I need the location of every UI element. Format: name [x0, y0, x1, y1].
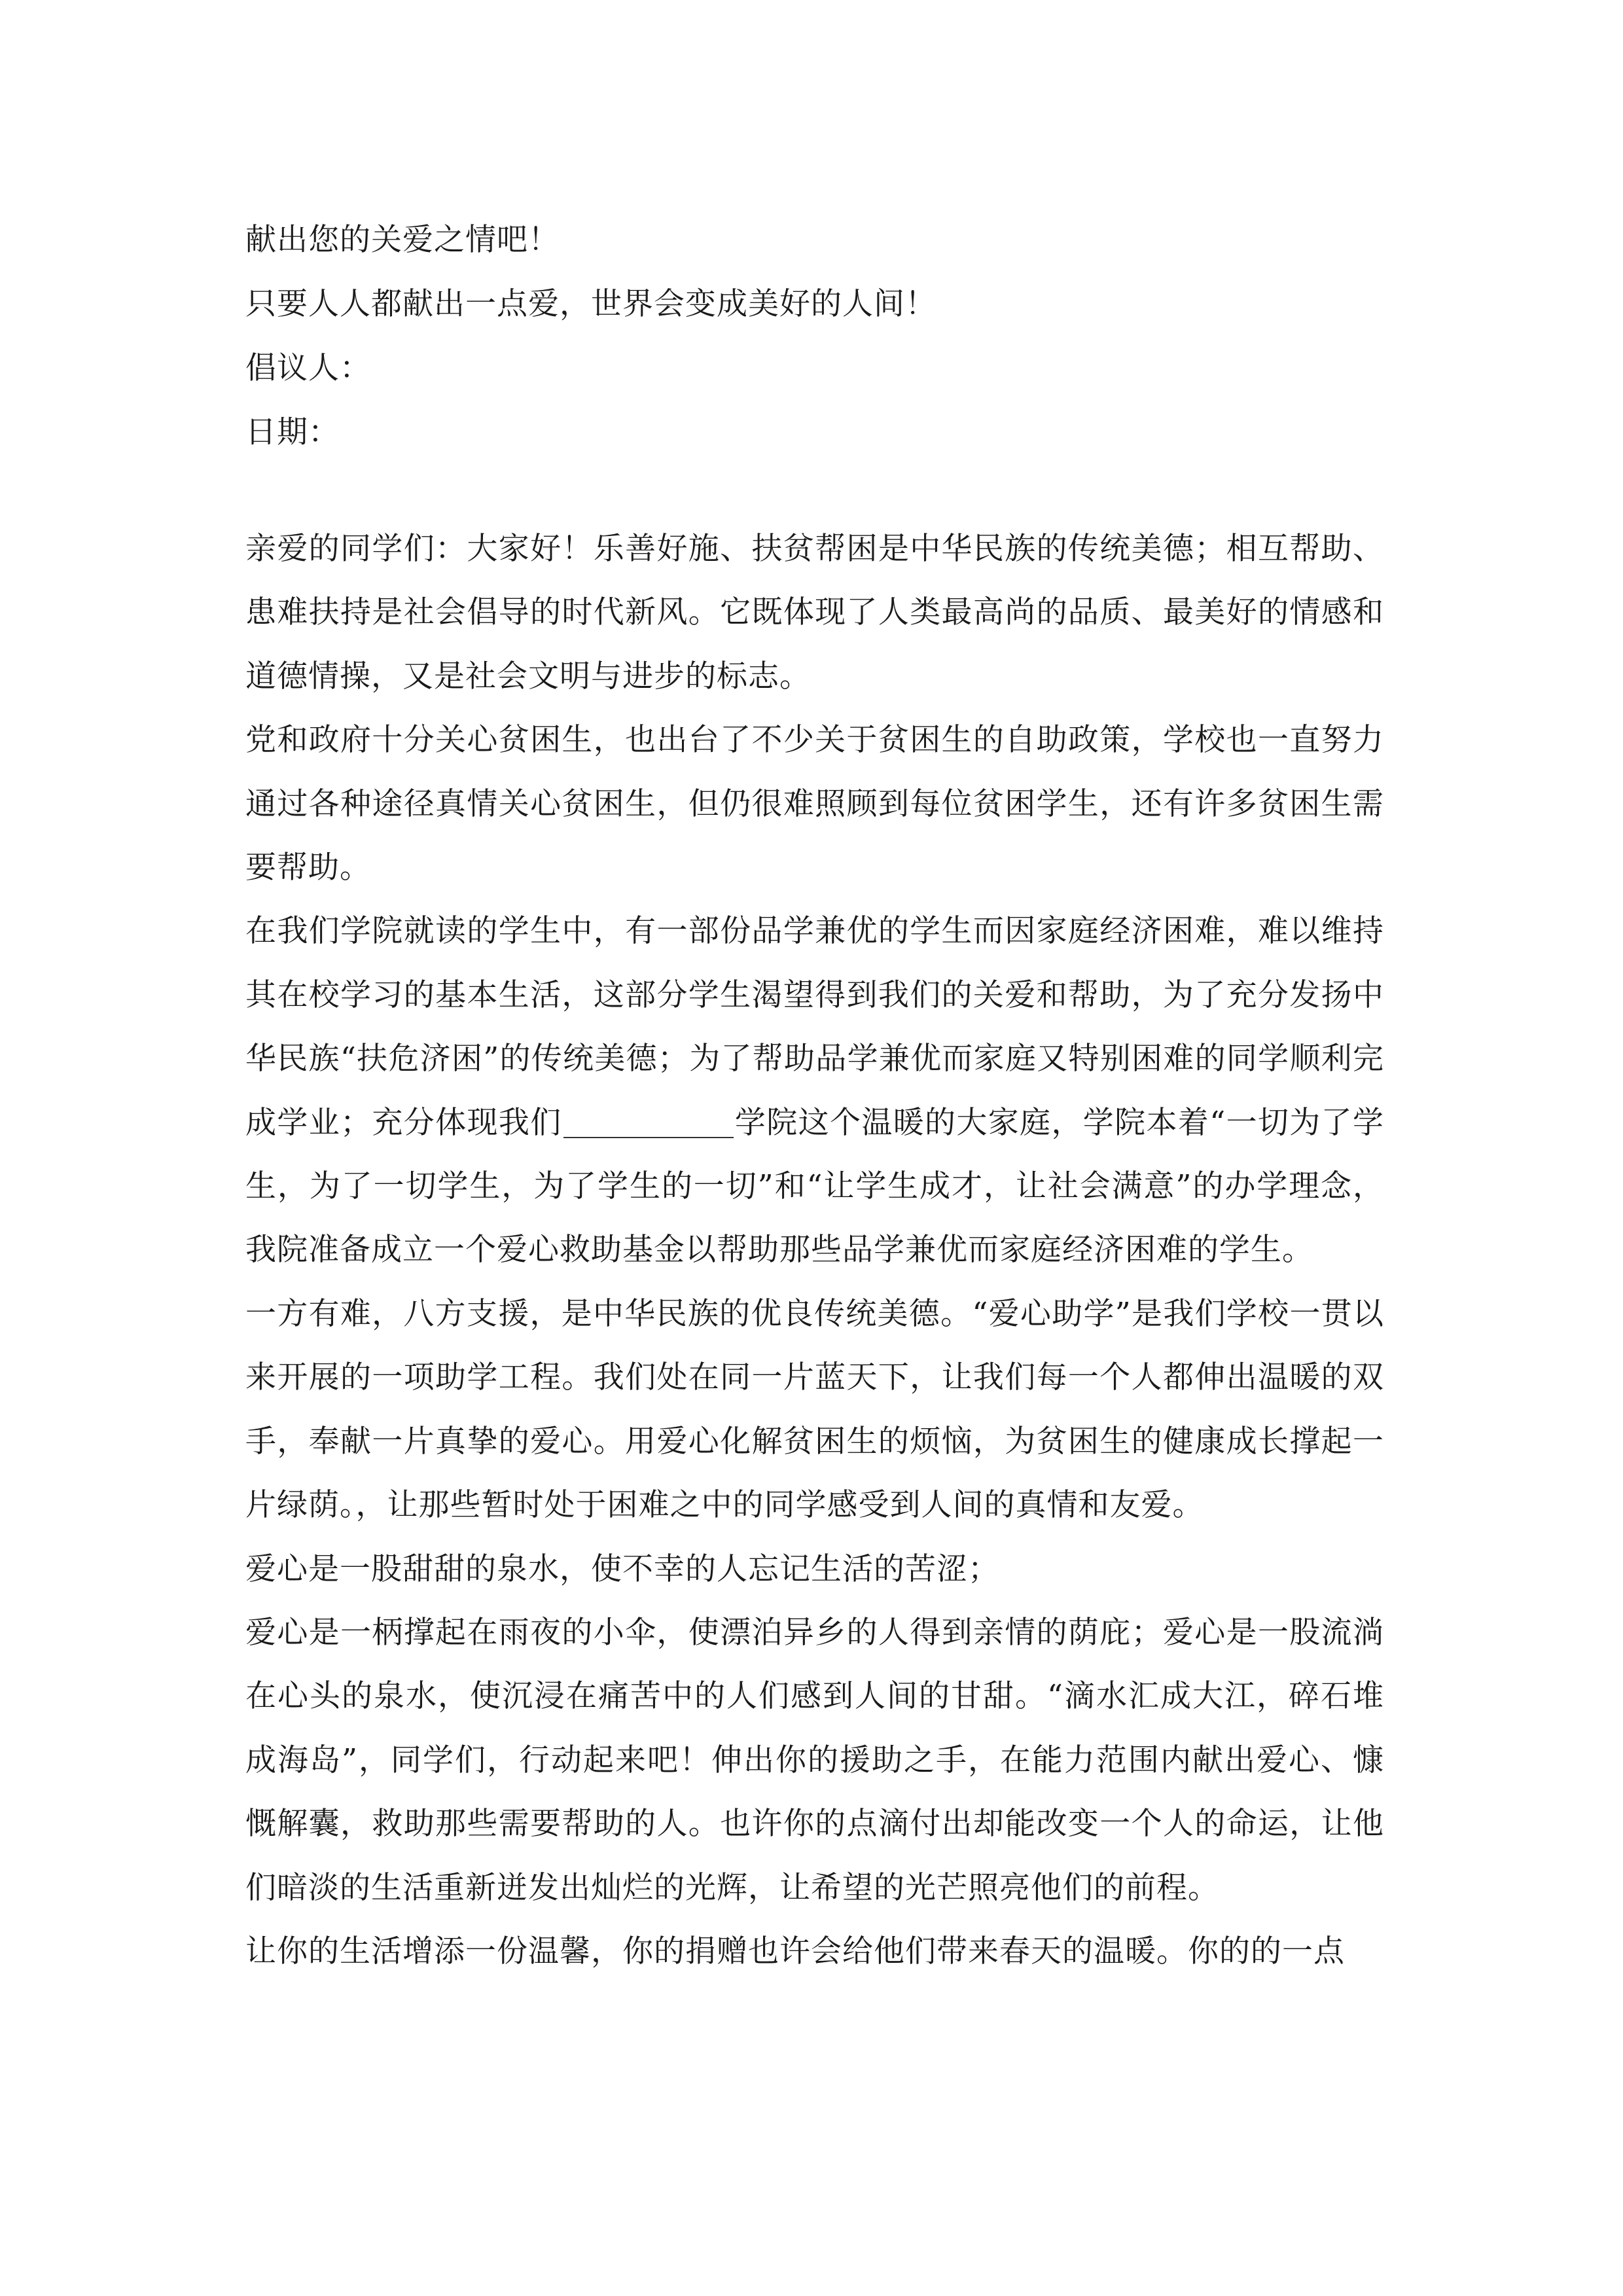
- closing-line-2: 只要人人都献出一点爱，世界会变成美好的人间！: [245, 286, 936, 322]
- paragraph-policy: 党和政府十分关心贫困生，也出台了不少关于贫困生的自助政策，学校也一直努力通过各种途径真情关心贫困生，但仍很难照顾到每位贫困学生，还有许多贫困生需要帮助。: [245, 722, 1384, 886]
- paragraph-greeting: 亲爱的同学们：大家好！乐善好施、扶贫帮困是中华民族的传统美德；相互帮助、患难扶持是社会倡导的时代新风。它既体现了人类最高尚的品质、最美好的情感和道德情操，又是社会文明与进步的标志。: [245, 531, 1384, 694]
- college-name-blank: [563, 1137, 734, 1138]
- date-label: 日期：: [245, 414, 340, 450]
- paragraph-donation: 让你的生活增添一份温馨，你的捐赠也许会给他们带来春天的温暖。你的的一点: [245, 1933, 1345, 1969]
- letter-body: [245, 517, 1384, 1983]
- closing-line-1: 献出您的关爱之情吧！: [245, 222, 560, 258]
- paragraph-love-spring: 爱心是一股甜甜的泉水，使不幸的人忘记生活的苦涩；: [245, 1551, 999, 1587]
- paragraph-fund-part-1: 在我们学院就读的学生中，有一部份品学兼优的学生而因家庭经济困难，难以维持其在校学习的基本生活，这部分学生渴望得到我们的关爱和帮助，为了充分发扬中华民族“扶危济困”的传统美德；为了帮助品学兼优而家庭又特别困难的同学顺利完成学业；充分体现我们: [245, 913, 1384, 1141]
- paragraph-support: 一方有难，八方支援，是中华民族的优良传统美德。“爱心助学”是我们学校一贯以来开展的一项助学工程。我们处在同一片蓝天下，让我们每一个人都伸出温暖的双手，奉献一片真挚的爱心。用爱心化解贫困生的烦恼，为贫困生的健康成长撑起一片绿荫。，让那些暂时处于困难之中的同学感受到人间的真情和友爱。: [245, 1295, 1384, 1524]
- paragraph-fund-part-2: 学院这个温暖的大家庭，学院本着“一切为了学生，为了一切学生，为了学生的一切”和“让学生成才，让社会满意”的办学理念，我院准备成立一个爱心救助基金以帮助那些品学兼优而家庭经济困难的学生。: [245, 1104, 1385, 1268]
- paragraph-love-umbrella: 爱心是一柄撑起在雨夜的小伞，使漂泊异乡的人得到亲情的荫庇；爱心是一股流淌在心头的泉水，使沉浸在痛苦中的人们感到人间的甘甜。“滴水汇成大江，碎石堆成海岛”，同学们，行动起来吧！伸出你的援助之手，在能力范围内献出爱心、慷慨解囊，救助那些需要帮助的人。也许你的点滴付出却能改变一个人的命运，让他们暗淡的生活重新迸发出灿烂的光辉，让希望的光芒照亮他们的前程。: [245, 1614, 1384, 1906]
- proposer-label: 倡议人：: [245, 350, 371, 386]
- closing-section: [245, 208, 1384, 465]
- paragraph-fund: [245, 899, 1384, 1282]
